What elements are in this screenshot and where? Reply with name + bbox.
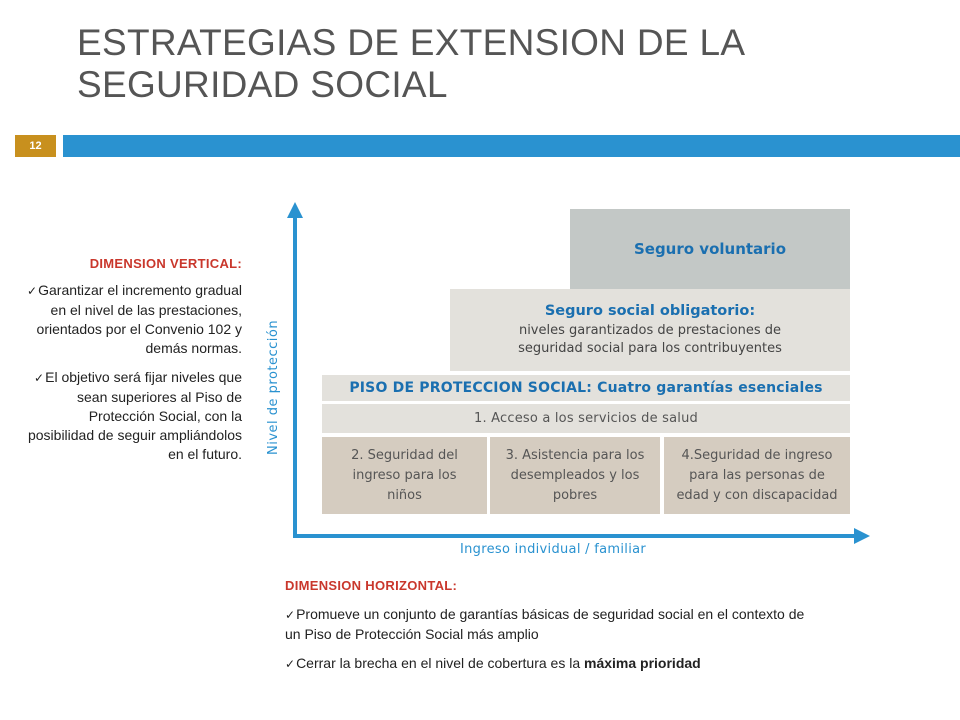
seguro-obligatorio-desc-1: niveles garantizados de prestaciones de (518, 322, 782, 338)
x-axis-arrow-icon (854, 528, 870, 544)
garantia-edad-line2: para las personas de (689, 467, 825, 483)
garantia-edad-line3: edad y con discapacidad (676, 487, 838, 503)
seguro-obligatorio-box (450, 289, 850, 371)
garantia-desempleados-line2: desempleados y los (510, 467, 640, 483)
horizontal-dimension-panel (285, 578, 805, 684)
header-divider-bar (63, 135, 960, 157)
garantia-salud-box (322, 404, 850, 433)
seguro-voluntario-box (570, 209, 850, 289)
garantia-ninos-line3: niños (387, 487, 422, 503)
horizontal-bullet-2-emphasis: máxima prioridad (584, 655, 701, 671)
garantia-desempleados-line1: 3. Asistencia para los (505, 447, 645, 463)
horizontal-bullet-1 (285, 605, 805, 644)
checkmark-icon: ✓ (285, 657, 296, 671)
vertical-bullet-2-text: El objetivo será fijar niveles que sean superiores al Piso de Protección Social, con la posibilidad de seguir ampliándolos en el futuro. (27, 369, 242, 462)
garantia-desempleados-box (490, 437, 660, 514)
horizontal-bullet-1-text: Promueve un conjunto de garantías básicas de seguridad social en el contexto de un Piso de Protección Social más amplio (285, 606, 805, 642)
checkmark-icon: ✓ (34, 371, 45, 385)
garantia-ninos-box (322, 437, 487, 514)
x-axis-label: Ingreso individual / familiar (460, 542, 647, 557)
vertical-bullet-1 (20, 281, 242, 358)
slide-number-badge: 12 (15, 135, 56, 157)
garantia-ninos-line2: ingreso para los (352, 467, 457, 483)
horizontal-bullet-2 (285, 654, 805, 674)
vertical-dimension-panel (20, 256, 242, 474)
checkmark-icon: ✓ (27, 284, 38, 298)
vertical-dimension-title: DIMENSION VERTICAL: (89, 256, 242, 271)
garantia-ninos-line1: 2. Seguridad del (351, 447, 458, 463)
piso-proteccion-label: PISO DE PROTECCION SOCIAL: Cuatro garantías esenciales (349, 380, 823, 396)
y-axis-arrow-icon (287, 202, 303, 218)
seguro-obligatorio-desc-2: seguridad social para los contribuyentes (518, 340, 782, 356)
vertical-bullet-1-text: Garantizar el incremento gradual en el nivel de las prestaciones, orientados por el Convenio 102 y demás normas. (36, 282, 242, 356)
slide-title-line2: SEGURIDAD SOCIAL (77, 64, 448, 105)
checkmark-icon: ✓ (285, 608, 296, 622)
vertical-bullet-2 (20, 368, 242, 464)
piso-proteccion-box (322, 375, 850, 401)
seguro-obligatorio-heading: Seguro social obligatorio: (544, 302, 756, 319)
horizontal-dimension-title: DIMENSION HORIZONTAL: (285, 578, 458, 593)
seguro-voluntario-label: Seguro voluntario (633, 240, 787, 258)
garantia-edad-line1: 4.Seguridad de ingreso (681, 447, 833, 463)
slide-title-line1: ESTRATEGIAS DE EXTENSION DE LA (77, 22, 746, 63)
garantia-edad-discapacidad-box (664, 437, 850, 514)
y-axis-label: Nivel de protección (266, 319, 281, 455)
garantia-salud-label: 1. Acceso a los servicios de salud (474, 411, 698, 426)
slide-title (77, 22, 837, 106)
horizontal-bullet-2-text: Cerrar la brecha en el nivel de cobertura es la (296, 655, 584, 671)
garantia-desempleados-line3: pobres (552, 487, 598, 503)
